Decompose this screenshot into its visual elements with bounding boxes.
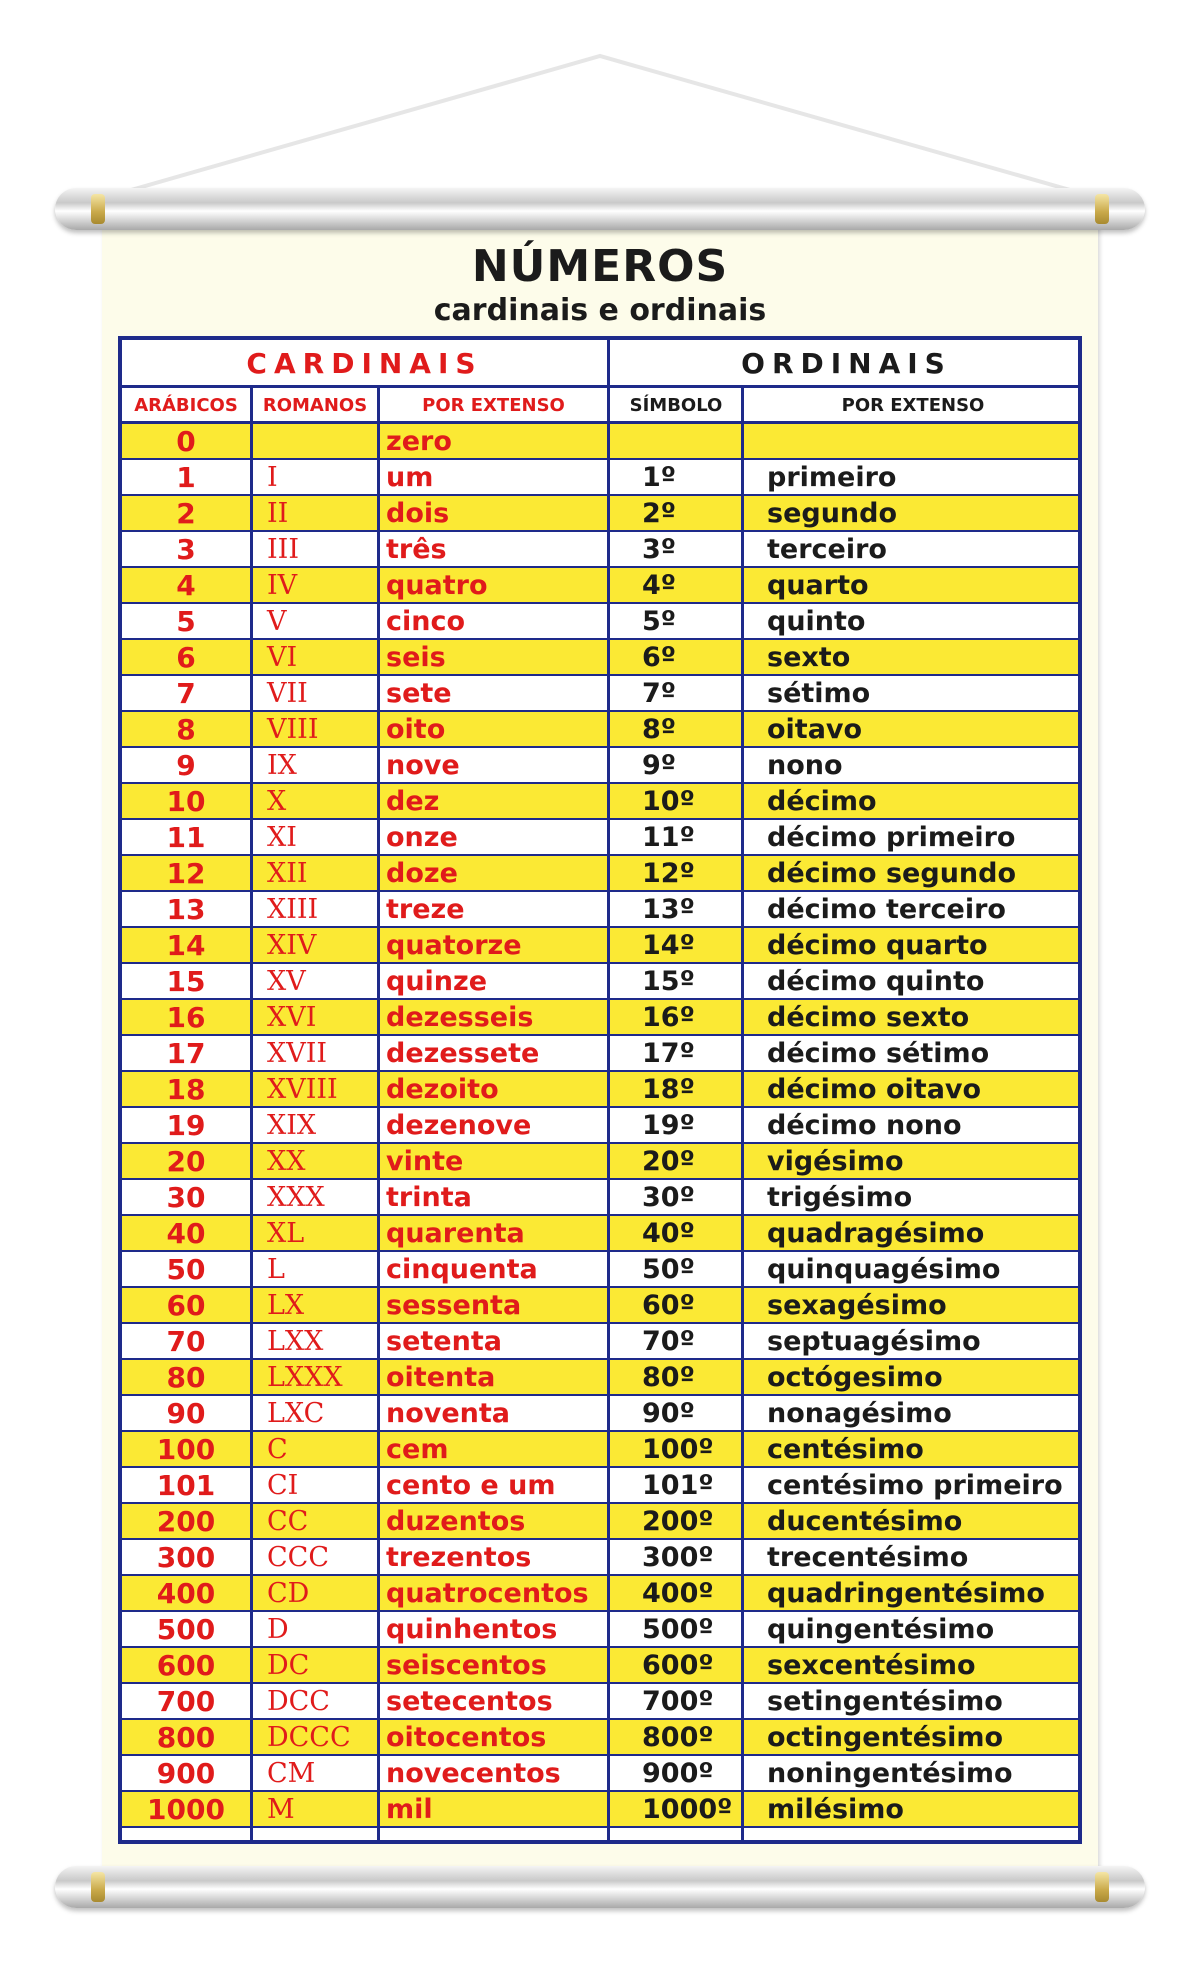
ordinal-words-cell: décimo nono — [767, 1110, 962, 1141]
ordinal-symbol-cell: 80º — [642, 1362, 695, 1393]
cardinal-words-cell: duzentos — [386, 1506, 526, 1537]
table-row — [122, 1792, 1078, 1828]
cardinal-words-cell: dezesseis — [386, 1002, 534, 1033]
ordinal-symbol-cell: 4º — [642, 570, 677, 601]
cardinal-words-cell: oitocentos — [386, 1722, 547, 1753]
arabic-numeral-cell: 60 — [166, 1289, 206, 1322]
ordinal-symbol-cell: 50º — [642, 1254, 695, 1285]
table-row — [122, 1216, 1078, 1252]
ordinal-words-cell: décimo — [767, 786, 877, 817]
cardinal-words-cell: noventa — [386, 1398, 511, 1429]
table-row — [122, 1504, 1078, 1540]
roman-numeral-cell: D — [267, 1614, 289, 1645]
ordinal-symbol-cell: 9º — [642, 750, 677, 781]
arabic-numeral-cell: 9 — [176, 749, 196, 782]
ordinal-symbol-cell: 200º — [642, 1506, 714, 1537]
table-row — [122, 1720, 1078, 1756]
ordinal-symbol-cell: 30º — [642, 1182, 695, 1213]
cardinal-words-cell: oito — [386, 714, 446, 745]
ordinal-symbol-cell: 70º — [642, 1326, 695, 1357]
ordinal-por-extenso-column-header: POR EXTENSO — [841, 395, 985, 416]
arabic-numeral-cell: 16 — [166, 1001, 206, 1034]
arabic-numeral-cell: 7 — [176, 677, 196, 710]
ordinal-words-cell: octingentésimo — [767, 1722, 1004, 1753]
arabic-numeral-cell: 50 — [166, 1253, 206, 1286]
cardinal-words-cell: treze — [386, 894, 465, 925]
arabic-numeral-cell: 15 — [166, 965, 206, 998]
cardinal-words-cell: vinte — [386, 1146, 464, 1177]
table-row — [122, 1756, 1078, 1792]
roman-numeral-cell: VIII — [267, 714, 319, 745]
ordinal-words-cell: milésimo — [767, 1794, 904, 1825]
roman-numeral-cell: LXC — [267, 1398, 325, 1429]
roman-numeral-cell: VI — [267, 642, 298, 673]
arabic-numeral-cell: 14 — [166, 929, 206, 962]
ordinal-symbol-cell: 101º — [642, 1470, 714, 1501]
arabic-numeral-cell: 40 — [166, 1217, 206, 1250]
ordinal-symbol-cell: 16º — [642, 1002, 695, 1033]
ordinal-words-cell: décimo sexto — [767, 1002, 970, 1033]
table-row — [122, 784, 1078, 820]
arabic-numeral-cell: 700 — [156, 1685, 216, 1718]
arabic-numeral-cell: 18 — [166, 1073, 206, 1106]
bottom-hanging-rod — [55, 1866, 1145, 1908]
table-row — [122, 1684, 1078, 1720]
ordinal-words-cell: décimo segundo — [767, 858, 1017, 889]
arabic-numeral-cell: 600 — [156, 1649, 216, 1682]
column-divider — [250, 388, 253, 1840]
arabic-numeral-cell: 80 — [166, 1361, 206, 1394]
roman-numeral-cell: XIII — [267, 894, 319, 925]
table-row — [122, 892, 1078, 928]
ordinal-symbol-cell: 6º — [642, 642, 677, 673]
roman-numeral-cell: CI — [267, 1470, 299, 1501]
table-row — [122, 1540, 1078, 1576]
roman-numeral-cell: C — [267, 1434, 288, 1465]
ordinal-symbol-cell: 800º — [642, 1722, 714, 1753]
table-row — [122, 640, 1078, 676]
section-header-row — [122, 340, 1078, 388]
ordinal-symbol-cell: 500º — [642, 1614, 714, 1645]
ordinal-symbol-cell: 17º — [642, 1038, 695, 1069]
cardinal-words-cell: cinquenta — [386, 1254, 538, 1285]
arabic-numeral-cell: 12 — [166, 857, 206, 890]
ordinal-words-cell: décimo quarto — [767, 930, 988, 961]
arabic-numeral-cell: 17 — [166, 1037, 206, 1070]
arabic-numeral-cell: 1000 — [147, 1793, 225, 1826]
arabic-numeral-cell: 4 — [176, 569, 196, 602]
ordinal-words-cell: centésimo primeiro — [767, 1470, 1063, 1501]
ordinal-symbol-cell: 5º — [642, 606, 677, 637]
ordinal-symbol-cell: 12º — [642, 858, 695, 889]
table-row — [122, 1648, 1078, 1684]
poster-title: NÚMEROS — [471, 241, 729, 292]
ordinal-symbol-cell: 20º — [642, 1146, 695, 1177]
arabic-numeral-cell: 0 — [176, 425, 196, 458]
cardinal-words-cell: trinta — [386, 1182, 472, 1213]
table-row — [122, 928, 1078, 964]
table-row — [122, 1396, 1078, 1432]
arabicos-column-header: ARÁBICOS — [134, 395, 238, 416]
column-divider — [377, 388, 380, 1840]
roman-numeral-cell: II — [267, 498, 289, 529]
simbolo-column-header: SÍMBOLO — [629, 395, 723, 416]
arabic-numeral-cell: 20 — [166, 1145, 206, 1178]
ordinal-symbol-cell: 14º — [642, 930, 695, 961]
roman-numeral-cell: CCC — [267, 1542, 329, 1573]
table-row — [122, 460, 1078, 496]
ordinal-symbol-cell: 18º — [642, 1074, 695, 1105]
romanos-column-header: ROMANOS — [262, 395, 368, 416]
table-row — [122, 1180, 1078, 1216]
table-row — [122, 676, 1078, 712]
roman-numeral-cell: IV — [267, 570, 298, 601]
cardinal-words-cell: dezoito — [386, 1074, 499, 1105]
ordinal-words-cell: sétimo — [767, 678, 871, 709]
table-row — [122, 1612, 1078, 1648]
ordinal-symbol-cell: 100º — [642, 1434, 714, 1465]
cardinal-words-cell: nove — [386, 750, 460, 781]
por-extenso-column-header: POR EXTENSO — [422, 395, 565, 416]
table-row — [122, 568, 1078, 604]
cardinal-words-cell: cem — [386, 1434, 449, 1465]
arabic-numeral-cell: 11 — [166, 821, 206, 854]
ordinal-symbol-cell: 3º — [642, 534, 677, 565]
arabic-numeral-cell: 500 — [156, 1613, 216, 1646]
cardinal-words-cell: um — [386, 462, 434, 493]
ordinal-words-cell: quarto — [767, 570, 869, 601]
ordinal-words-cell: quingentésimo — [767, 1614, 995, 1645]
roman-numeral-cell: LXXX — [267, 1362, 343, 1393]
ordinal-symbol-cell: 400º — [642, 1578, 714, 1609]
ordinal-words-cell: décimo sétimo — [767, 1038, 990, 1069]
cardinal-words-cell: setenta — [386, 1326, 502, 1357]
rod-cap-right — [1095, 194, 1109, 224]
ordinal-words-cell: quinquagésimo — [767, 1254, 1001, 1285]
roman-numeral-cell: XL — [267, 1218, 305, 1249]
cardinal-words-cell: zero — [386, 426, 452, 457]
table-row — [122, 496, 1078, 532]
ordinal-symbol-cell: 11º — [642, 822, 695, 853]
cardinal-words-cell: quinhentos — [386, 1614, 558, 1645]
ordinal-symbol-cell: 13º — [642, 894, 695, 925]
ordinal-symbol-cell: 700º — [642, 1686, 714, 1717]
table-row — [122, 532, 1078, 568]
table-row — [122, 424, 1078, 460]
arabic-numeral-cell: 900 — [156, 1757, 216, 1790]
roman-numeral-cell: DCCC — [267, 1722, 351, 1753]
table-row — [122, 604, 1078, 640]
ordinal-symbol-cell: 40º — [642, 1218, 695, 1249]
table-row — [122, 1108, 1078, 1144]
cardinal-words-cell: quatorze — [386, 930, 522, 961]
cardinal-words-cell: três — [386, 534, 447, 565]
cardinal-words-cell: cento e um — [386, 1470, 556, 1501]
ordinal-words-cell: décimo oitavo — [767, 1074, 982, 1105]
ordinal-words-cell: noningentésimo — [767, 1758, 1013, 1789]
ordinal-words-cell: segundo — [767, 498, 898, 529]
table-row — [122, 1072, 1078, 1108]
ordinal-symbol-cell — [642, 424, 752, 458]
roman-numeral-cell: DC — [267, 1650, 310, 1681]
roman-numeral-cell: CD — [267, 1578, 310, 1609]
table-row — [122, 1576, 1078, 1612]
ordinal-words-cell: centésimo — [767, 1434, 924, 1465]
table-row — [122, 856, 1078, 892]
cardinais-header: CARDINAIS — [246, 347, 483, 380]
cardinal-words-cell: cinco — [386, 606, 466, 637]
ordinal-words-cell: primeiro — [767, 462, 897, 493]
table-row — [122, 1468, 1078, 1504]
roman-numeral-cell: IX — [267, 750, 297, 781]
table-row — [122, 748, 1078, 784]
arabic-numeral-cell: 10 — [166, 785, 206, 818]
roman-numeral-cell: CC — [267, 1506, 309, 1537]
numbers-table — [118, 336, 1082, 1844]
ordinal-symbol-cell: 8º — [642, 714, 677, 745]
ordinal-words-cell: vigésimo — [767, 1146, 904, 1177]
roman-numeral-cell: VII — [267, 678, 308, 709]
cardinal-words-cell: seiscentos — [386, 1650, 547, 1681]
arabic-numeral-cell: 101 — [156, 1469, 216, 1502]
ordinal-words-cell: quadragésimo — [767, 1218, 985, 1249]
ordinais-header: ORDINAIS — [741, 347, 952, 380]
section-divider — [607, 340, 610, 1840]
roman-numeral-cell: III — [267, 534, 299, 565]
arabic-numeral-cell: 5 — [176, 605, 196, 638]
roman-numeral-cell: L — [267, 1254, 285, 1285]
rod-cap-left — [91, 1872, 105, 1902]
ordinal-symbol-cell: 300º — [642, 1542, 714, 1573]
cardinal-words-cell: sete — [386, 678, 452, 709]
arabic-numeral-cell: 30 — [166, 1181, 206, 1214]
roman-numeral-cell: LXX — [267, 1326, 324, 1357]
roman-numeral-cell: X — [267, 786, 287, 817]
ordinal-words-cell: sexcentésimo — [767, 1650, 976, 1681]
ordinal-words-cell: trigésimo — [767, 1182, 913, 1213]
ordinal-words-cell — [767, 424, 1083, 458]
cardinal-words-cell: oitenta — [386, 1362, 496, 1393]
cardinal-words-cell: dezessete — [386, 1038, 540, 1069]
ordinal-words-cell: octógesimo — [767, 1362, 943, 1393]
column-divider — [741, 388, 744, 1840]
ordinal-words-cell: quadringentésimo — [767, 1578, 1045, 1609]
cardinal-words-cell: doze — [386, 858, 458, 889]
cardinal-words-cell: dezenove — [386, 1110, 532, 1141]
cardinal-words-cell: quatro — [386, 570, 488, 601]
table-row — [122, 820, 1078, 856]
table-row — [122, 1036, 1078, 1072]
ordinal-words-cell: trecentésimo — [767, 1542, 969, 1573]
arabic-numeral-cell: 90 — [166, 1397, 206, 1430]
arabic-numeral-cell: 13 — [166, 893, 206, 926]
table-row — [122, 1432, 1078, 1468]
cardinal-words-cell: quatrocentos — [386, 1578, 589, 1609]
cardinal-words-cell: seis — [386, 642, 446, 673]
cardinal-words-cell: setecentos — [386, 1686, 553, 1717]
ordinal-words-cell: ducentésimo — [767, 1506, 963, 1537]
arabic-numeral-cell: 19 — [166, 1109, 206, 1142]
arabic-numeral-cell: 8 — [176, 713, 196, 746]
table-row — [122, 1252, 1078, 1288]
roman-numeral-cell: I — [267, 462, 278, 493]
cardinal-words-cell: quarenta — [386, 1218, 525, 1249]
ordinal-words-cell: setingentésimo — [767, 1686, 1003, 1717]
arabic-numeral-cell: 200 — [156, 1505, 216, 1538]
ordinal-words-cell: décimo primeiro — [767, 822, 1016, 853]
table-row — [122, 712, 1078, 748]
ordinal-symbol-cell: 600º — [642, 1650, 714, 1681]
table-row — [122, 964, 1078, 1000]
ordinal-words-cell: quinto — [767, 606, 866, 637]
ordinal-symbol-cell: 15º — [642, 966, 695, 997]
roman-numeral-cell: XII — [267, 858, 308, 889]
rod-cap-left — [91, 194, 105, 224]
cardinal-words-cell: onze — [386, 822, 458, 853]
cardinal-words-cell: dois — [386, 498, 450, 529]
arabic-numeral-cell: 400 — [156, 1577, 216, 1610]
poster-banner — [102, 205, 1098, 1885]
ordinal-words-cell: sexto — [767, 642, 851, 673]
roman-numeral-cell: XIV — [267, 930, 317, 961]
poster-subtitle: cardinais e ordinais — [433, 293, 767, 328]
column-header-row — [122, 388, 1078, 424]
ordinal-symbol-cell: 90º — [642, 1398, 695, 1429]
table-row — [122, 1000, 1078, 1036]
ordinal-words-cell: sexagésimo — [767, 1290, 947, 1321]
roman-numeral-cell: XVI — [267, 1002, 317, 1033]
ordinal-symbol-cell: 19º — [642, 1110, 695, 1141]
ordinal-symbol-cell: 900º — [642, 1758, 714, 1789]
ordinal-words-cell: oitavo — [767, 714, 863, 745]
arabic-numeral-cell: 300 — [156, 1541, 216, 1574]
cardinal-words-cell: novecentos — [386, 1758, 561, 1789]
roman-numeral-cell: XVII — [267, 1038, 328, 1069]
cardinal-words-cell: quinze — [386, 966, 488, 997]
cardinal-words-cell: mil — [386, 1794, 433, 1825]
cardinal-words-cell: trezentos — [386, 1542, 532, 1573]
arabic-numeral-cell: 70 — [166, 1325, 206, 1358]
roman-numeral-cell: XX — [267, 1146, 306, 1177]
roman-numeral-cell: V — [267, 606, 287, 637]
roman-numeral-cell — [267, 424, 377, 458]
roman-numeral-cell: XI — [267, 822, 297, 853]
arabic-numeral-cell: 100 — [156, 1433, 216, 1466]
ordinal-symbol-cell: 7º — [642, 678, 677, 709]
ordinal-symbol-cell: 1º — [642, 462, 677, 493]
roman-numeral-cell: CM — [267, 1758, 316, 1789]
ordinal-symbol-cell: 1000º — [642, 1794, 733, 1825]
ordinal-symbol-cell: 2º — [642, 498, 677, 529]
table-row — [122, 1360, 1078, 1396]
table-row — [122, 1324, 1078, 1360]
ordinal-words-cell: nonagésimo — [767, 1398, 952, 1429]
arabic-numeral-cell: 800 — [156, 1721, 216, 1754]
roman-numeral-cell: LX — [267, 1290, 305, 1321]
table-row — [122, 1144, 1078, 1180]
arabic-numeral-cell: 1 — [176, 461, 196, 494]
table-row — [122, 1288, 1078, 1324]
roman-numeral-cell: XVIII — [267, 1074, 338, 1105]
ordinal-symbol-cell: 10º — [642, 786, 695, 817]
roman-numeral-cell: XXX — [267, 1182, 325, 1213]
ordinal-words-cell: nono — [767, 750, 843, 781]
arabic-numeral-cell: 6 — [176, 641, 196, 674]
ordinal-words-cell: décimo terceiro — [767, 894, 1006, 925]
arabic-numeral-cell: 2 — [176, 497, 196, 530]
roman-numeral-cell: M — [267, 1794, 295, 1825]
ordinal-symbol-cell: 60º — [642, 1290, 695, 1321]
roman-numeral-cell: XIX — [267, 1110, 317, 1141]
rod-cap-right — [1095, 1872, 1109, 1902]
ordinal-words-cell: décimo quinto — [767, 966, 985, 997]
arabic-numeral-cell: 3 — [176, 533, 196, 566]
roman-numeral-cell: XV — [267, 966, 306, 997]
top-hanging-rod — [55, 188, 1145, 230]
ordinal-words-cell: terceiro — [767, 534, 887, 565]
roman-numeral-cell: DCC — [267, 1686, 330, 1717]
ordinal-words-cell: septuagésimo — [767, 1326, 981, 1357]
cardinal-words-cell: sessenta — [386, 1290, 522, 1321]
cardinal-words-cell: dez — [386, 786, 440, 817]
